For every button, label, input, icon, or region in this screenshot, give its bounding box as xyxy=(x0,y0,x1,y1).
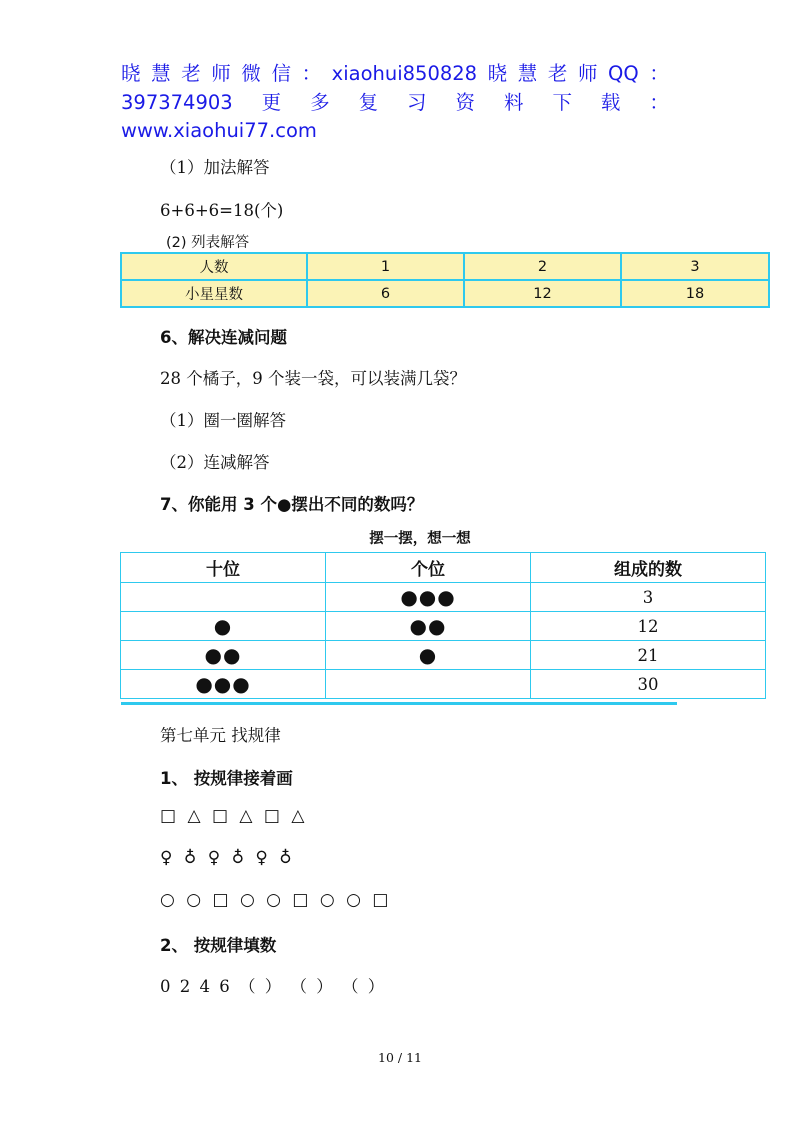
header-word: 信 xyxy=(271,62,291,85)
symbol-pattern-2: ♀ ♁ ♀ ♁ ♀ ♁ xyxy=(160,848,292,868)
sec7-title: 7、你能用 3 个●摆出不同的数吗？ xyxy=(160,495,424,514)
header-word: 载 xyxy=(600,90,621,114)
column-header: 组成的数 xyxy=(531,553,766,583)
header-word: 更 xyxy=(261,90,282,114)
unit-title: 第七单元 找规律 xyxy=(160,726,281,745)
header-word: 资 xyxy=(455,90,476,114)
header-word: 多 xyxy=(310,90,330,114)
table-cell: 人数 xyxy=(121,253,307,280)
sec6-question: 28 个橘子，9 个装一袋，可以装满几袋？ xyxy=(160,369,466,388)
unit7-q1: 1、 按规律接着画 xyxy=(160,769,293,788)
header-line-1 xyxy=(121,60,669,89)
header-word: QQ xyxy=(608,62,639,85)
header-word: 下 xyxy=(552,90,572,114)
header-word: xiaohui850828 xyxy=(331,62,478,85)
table-cell: 12 xyxy=(464,280,621,307)
sec5-expression: 6+6+6=18(个) xyxy=(160,201,284,220)
header-word: 老 xyxy=(547,62,568,85)
table-cell: 2 xyxy=(464,253,621,280)
header-word: 师 xyxy=(577,62,598,85)
table-cell: 3 xyxy=(621,253,769,280)
header-word: 慧 xyxy=(151,62,171,85)
header-word: 复 xyxy=(358,90,379,114)
header-word: 老 xyxy=(181,62,201,85)
header-word: 晓 xyxy=(121,62,141,85)
table-bottom-rule xyxy=(121,702,677,705)
header-word: 料 xyxy=(503,90,524,114)
sec5-sub1: （1）加法解答 xyxy=(160,158,270,177)
tens-dots xyxy=(121,583,326,612)
tens-dots: ●●● xyxy=(121,670,326,699)
header-word: 晓 xyxy=(487,62,508,85)
number-cell: 21 xyxy=(531,641,766,670)
header-line-2 xyxy=(121,89,669,118)
table-header-row xyxy=(121,553,766,583)
column-header: 个位 xyxy=(326,553,531,583)
number-sequence: 0 2 4 6 （ ） （ ） （ ） xyxy=(160,977,387,996)
header-word: ： xyxy=(649,90,669,114)
contact-header xyxy=(121,60,669,146)
header-word: ： xyxy=(301,62,322,85)
ones-dots: ●● xyxy=(326,612,531,641)
unit7-q2: 2、 按规律填数 xyxy=(160,936,277,955)
table-cell: 18 xyxy=(621,280,769,307)
table-caption: 摆一摆，想一想 xyxy=(369,531,471,547)
ones-dots: ●●● xyxy=(326,583,531,612)
sec6-sub2: （2）连减解答 xyxy=(160,453,270,472)
header-word: 慧 xyxy=(517,62,538,85)
number-cell: 30 xyxy=(531,670,766,699)
sec5-sub2: (2) 列表解答 xyxy=(166,235,250,251)
number-cell: 12 xyxy=(531,612,766,641)
column-header: 十位 xyxy=(121,553,326,583)
table-row xyxy=(121,670,766,699)
sec6-title: 6、解决连减问题 xyxy=(160,328,287,347)
tens-dots: ● xyxy=(121,612,326,641)
tens-dots: ●● xyxy=(121,641,326,670)
table-cell: 6 xyxy=(307,280,464,307)
sec6-sub1: （1）圈一圈解答 xyxy=(160,411,286,430)
dot-number-table xyxy=(120,552,766,699)
table-row xyxy=(121,641,766,670)
header-word: ： xyxy=(649,62,669,85)
number-cell: 3 xyxy=(531,583,766,612)
header-word: 微 xyxy=(241,62,261,85)
header-word: 习 xyxy=(407,90,427,114)
ones-dots xyxy=(326,670,531,699)
shape-pattern-3: ○ ○ □ ○ ○ □ ○ ○ □ xyxy=(160,890,389,910)
table-row xyxy=(121,583,766,612)
table-row xyxy=(121,253,769,280)
page-number: 10 / 11 xyxy=(378,1050,422,1065)
ones-dots: ● xyxy=(326,641,531,670)
table-row xyxy=(121,280,769,307)
header-word: 师 xyxy=(211,62,231,85)
header-word: 397374903 xyxy=(121,90,233,114)
table-cell: 1 xyxy=(307,253,464,280)
table-cell: 小星星数 xyxy=(121,280,307,307)
table-row xyxy=(121,612,766,641)
star-count-table xyxy=(120,252,770,308)
shape-pattern-1: □ △ □ △ □ △ xyxy=(160,806,305,826)
header-url[interactable]: www.xiaohui77.com xyxy=(121,119,317,142)
